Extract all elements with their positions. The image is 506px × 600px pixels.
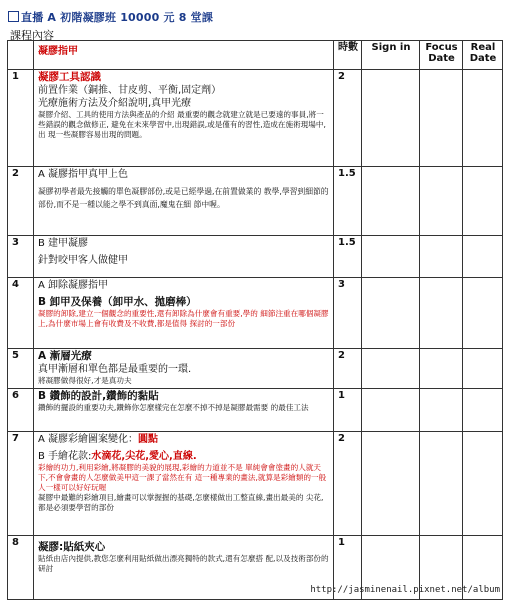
row-topic [34, 278, 334, 349]
row-real-date[interactable] [463, 389, 503, 432]
row-sign-in[interactable] [362, 70, 420, 167]
row-real-date[interactable] [463, 349, 503, 389]
topic-description-highlight: 彩繪的功力,利用彩繪,將凝膠的美貌的展現,彩繪的力道並不是 單純會會塗畫的人就天下,不會會畫的人怎麼做美甲這一課了當然在有 這一種專業的畫法,就算是彩繪類的一般人一樣可以好好玩喔 [38, 463, 327, 492]
row-number: 4 [8, 278, 34, 349]
topic-subtitle: B 卸甲及保養（卸甲水、拋磨棒） [38, 296, 197, 308]
header-real-date: Real Date [463, 41, 503, 70]
table-row [8, 70, 503, 167]
row-real-date[interactable] [463, 236, 503, 278]
row-sign-in[interactable] [362, 278, 420, 349]
topic-description: 貼紙由店內提供,教您怎麼利用貼紙做出漂亮獨特的款式,還有怎麼搭 配,以及技術部份的研討 [38, 554, 329, 573]
row-topic [34, 432, 334, 536]
row-focus-date[interactable] [420, 70, 463, 167]
row-sign-in[interactable] [362, 236, 420, 278]
row-topic [34, 389, 334, 432]
row-focus-date[interactable] [420, 389, 463, 432]
table-row [8, 278, 503, 349]
topic-title: 凝膠:貼紙夾心 [38, 541, 106, 553]
header-topic: 凝膠指甲 [34, 41, 334, 70]
row-topic [34, 167, 334, 236]
row-hours: 2 [334, 432, 362, 536]
row-real-date[interactable] [463, 167, 503, 236]
row-sign-in[interactable] [362, 389, 420, 432]
course-table [7, 40, 503, 600]
header-hours: 時數 [334, 41, 362, 70]
row-hours: 2 [334, 349, 362, 389]
topic-subtitle-highlight: 水滴花,尖花,愛心,直線. [91, 451, 197, 462]
table-row [8, 236, 503, 278]
row-focus-date[interactable] [420, 278, 463, 349]
header-sign-in: Sign in [362, 41, 420, 70]
table-row [8, 389, 503, 432]
topic-description: 鑽飾的擺設的重要功夫,鑽飾你怎麼樣完在怎麼不掉不掉是凝膠最需要 的最佳工法 [38, 403, 309, 412]
row-topic [34, 70, 334, 167]
topic-line: 針對咬甲客人做健甲 [38, 255, 128, 266]
row-focus-date[interactable] [420, 236, 463, 278]
topic-description: 將凝膠做得很好,才是真功夫 [38, 376, 132, 385]
row-number: 2 [8, 167, 34, 236]
row-hours: 1.5 [334, 236, 362, 278]
table-header-row [8, 41, 503, 70]
topic-title-highlight: 圓點 [138, 434, 159, 445]
course-content-label: 課程內容 [10, 29, 54, 42]
header-focus-date: Focus Date [420, 41, 463, 70]
topic-title: A 凝膠指甲真甲上色 [38, 169, 129, 180]
topic-subtitle-text: B 手繪花款: [38, 451, 92, 462]
row-number: 8 [8, 536, 34, 600]
row-hours: 2 [334, 70, 362, 167]
row-topic [34, 536, 334, 600]
header-number [8, 41, 34, 70]
row-number: 1 [8, 70, 34, 167]
topic-line: 真甲漸層和單色都是最重要的一環. [38, 364, 192, 375]
topic-title: 凝膠工具認識 [38, 71, 101, 83]
row-focus-date[interactable] [420, 349, 463, 389]
watermark-url: http://jasminenail.pixnet.net/album [310, 585, 500, 595]
row-focus-date[interactable] [420, 432, 463, 536]
row-number: 7 [8, 432, 34, 536]
course-heading [8, 9, 213, 25]
row-number: 6 [8, 389, 34, 432]
row-real-date[interactable] [463, 70, 503, 167]
topic-description: 凝膠的卸除,建立一個觀念的重要性,還有卸除為什麼會有重要,學的 細節注重在哪個凝膠上,為什麼市場上會有收費及不收費,都是值得 探討的一部份 [38, 309, 329, 328]
checkbox-icon[interactable] [8, 11, 19, 22]
row-topic [34, 349, 334, 389]
row-real-date[interactable] [463, 432, 503, 536]
row-focus-date[interactable] [420, 167, 463, 236]
topic-line: 光療施術方法及介紹說明,真甲光療 [38, 98, 192, 109]
row-sign-in[interactable] [362, 349, 420, 389]
row-hours: 1.5 [334, 167, 362, 236]
row-topic [34, 236, 334, 278]
row-hours: 1 [334, 536, 362, 600]
topic-line: 前置作業（銅推、甘皮剪、平衡,固定劑） [38, 85, 222, 96]
course-title: 直播 A 初階凝膠班 10000 元 8 堂課 [21, 11, 214, 24]
row-number: 5 [8, 349, 34, 389]
topic-title [38, 433, 330, 446]
row-number: 3 [8, 236, 34, 278]
table-row [8, 349, 503, 389]
row-sign-in[interactable] [362, 167, 420, 236]
topic-title: B 建甲凝膠 [38, 238, 89, 249]
topic-description: 凝膠介紹、工具的使用方法與產品的介紹 最重要的觀念就建立就是已要遠的事員,將一些錯誤的觀念做修正, 避免在未來學習中,出現錯誤,或是僅有的習性,造成在施術現場中,出 現一些凝膠容易出現的問題。 [38, 110, 326, 139]
topic-description: 凝膠中最難的彩繪項目,繪畫可以掌握握的基礎,怎麼樣做出工整直線,畫出最美的 尖花,都是必須要學習的部份 [38, 493, 324, 512]
topic-title: B 鑽飾的設計,鑽飾的黏貼 [38, 390, 159, 402]
table-row [8, 432, 503, 536]
row-hours: 3 [334, 278, 362, 349]
row-sign-in[interactable] [362, 432, 420, 536]
row-hours: 1 [334, 389, 362, 432]
topic-title: A 卸除凝膠指甲 [38, 280, 109, 291]
topic-title-text: A 凝膠彩繪圖案變化： [38, 434, 139, 445]
topic-title: A 漸層光療 [38, 350, 92, 362]
row-real-date[interactable] [463, 278, 503, 349]
topic-subtitle [38, 450, 330, 463]
topic-description: 凝膠初學者最先接觸的單色凝膠部份,或是已經學過,在前置做業的 教學,學習到細節的部份,而不是一種以能之學不到真面,魔鬼在細 節中喔。 [38, 187, 329, 209]
table-row [8, 167, 503, 236]
